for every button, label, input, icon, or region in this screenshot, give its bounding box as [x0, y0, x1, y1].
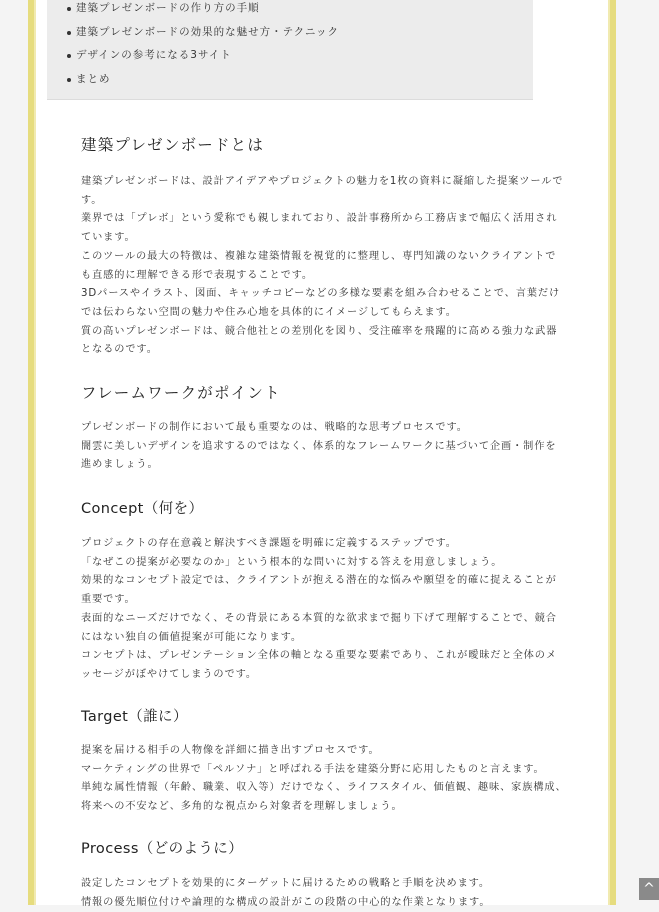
- section-body-framework: [81, 419, 567, 475]
- paragraph-line: 「なぜこの提案が必要なのか」という根本的な問いに対する答えを用意しましょう。: [81, 556, 503, 568]
- subheading-concept: Concept（何を）: [81, 501, 204, 517]
- paragraph-line: プロジェクトの存在意義と解決すべき課題を明確に定義するステップです。: [81, 538, 457, 549]
- paragraph-line: コンセプトは、プレゼンテーション全体の軸となる重要な要素であり、これが曖昧だと全体のメッセージがぼやけてしまうのです。: [81, 650, 557, 680]
- toc-item[interactable]: まとめ: [67, 67, 533, 91]
- scroll-to-top-button[interactable]: [639, 878, 659, 900]
- subheading-process: Process（どのように）: [81, 841, 244, 857]
- section-heading-what-is: 建築プレゼンボードとは: [81, 136, 265, 154]
- toc-item[interactable]: デザインの参考になる3サイト: [67, 43, 533, 67]
- paragraph-line: 闇雲に美しいデザインを追求するのではなく、体系的なフレームワークに基づいて企画・制作を進めましょう。: [81, 440, 557, 471]
- paragraph-line: 単純な属性情報（年齢、職業、収入等）だけでなく、ライフスタイル、価値観、趣味、家族構成、将来への不安など、多角的な視点から対象者を理解しましょう。: [81, 782, 567, 813]
- paragraph-line: 効果的なコンセプト設定では、クライアントが抱える潜在的な悩みや願望を的確に捉えることが重要です。: [81, 575, 557, 606]
- paragraph-line: 3Dパースやイラスト、図面、キャッチコピーなどの多様な要素を組み合わせることで、言葉だけでは伝わらない空間の魅力や住み心地を具体的にイメージしてもらえます。: [81, 288, 561, 318]
- table-of-contents: [47, 0, 533, 100]
- paragraph-line: 業界では「プレボ」という愛称でも親しまれており、設計事務所から工務店まで幅広く活用されています。: [81, 213, 558, 244]
- toc-item[interactable]: 建築プレゼンボードの効果的な魅せ方・テクニック: [67, 20, 533, 44]
- paragraph-line: 表面的なニーズだけでなく、その背景にある本質的な欲求まで掘り下げて理解することで、競合にはない独自の価値提案が可能になります。: [81, 612, 557, 643]
- section-heading-framework: フレームワークがポイント: [81, 384, 281, 402]
- paragraph-line: 提案を届ける相手の人物像を詳細に描き出すプロセスです。: [81, 745, 380, 756]
- toc-item[interactable]: 建築プレゼンボードの作り方の手順: [67, 0, 533, 20]
- subheading-target: Target（誰に）: [81, 709, 188, 725]
- section-body-concept: [81, 535, 567, 685]
- paragraph-line: 情報の優先順位付けや論理的な構成の設計がこの段階の中心的な作業となります。: [81, 896, 491, 908]
- section-body-what-is: [81, 173, 567, 360]
- section-body-target: [81, 742, 567, 817]
- paragraph-line: 質の高いプレゼンボードは、競合他社との差別化を図り、受注確率を飛躍的に高める強力な武器となるのです。: [81, 325, 558, 356]
- paragraph-line: 設定したコンセプトを効果的にターゲットに届けるための戦略と手順を決めます。: [81, 878, 491, 889]
- paragraph-line: このツールの最大の特徴は、複雑な建築情報を視覚的に整理し、専門知識のないクライアントでも直感的に理解できる形で表現することです。: [81, 250, 557, 281]
- paragraph-line: マーケティングの世界で「ペルソナ」と呼ばれる手法を建築分野に応用したものと言えます。: [81, 763, 545, 775]
- paragraph-line: プレゼンボードの制作において最も重要なのは、戦略的な思考プロセスです。: [81, 422, 468, 433]
- section-body-process: [81, 875, 567, 912]
- paragraph-line: 建築プレゼンボードは、設計アイデアやプロジェクトの魅力を1枚の資料に凝縮した提案ツールです。: [81, 176, 564, 206]
- chevron-up-icon: ^: [643, 881, 655, 897]
- toc-list: [67, 0, 533, 90]
